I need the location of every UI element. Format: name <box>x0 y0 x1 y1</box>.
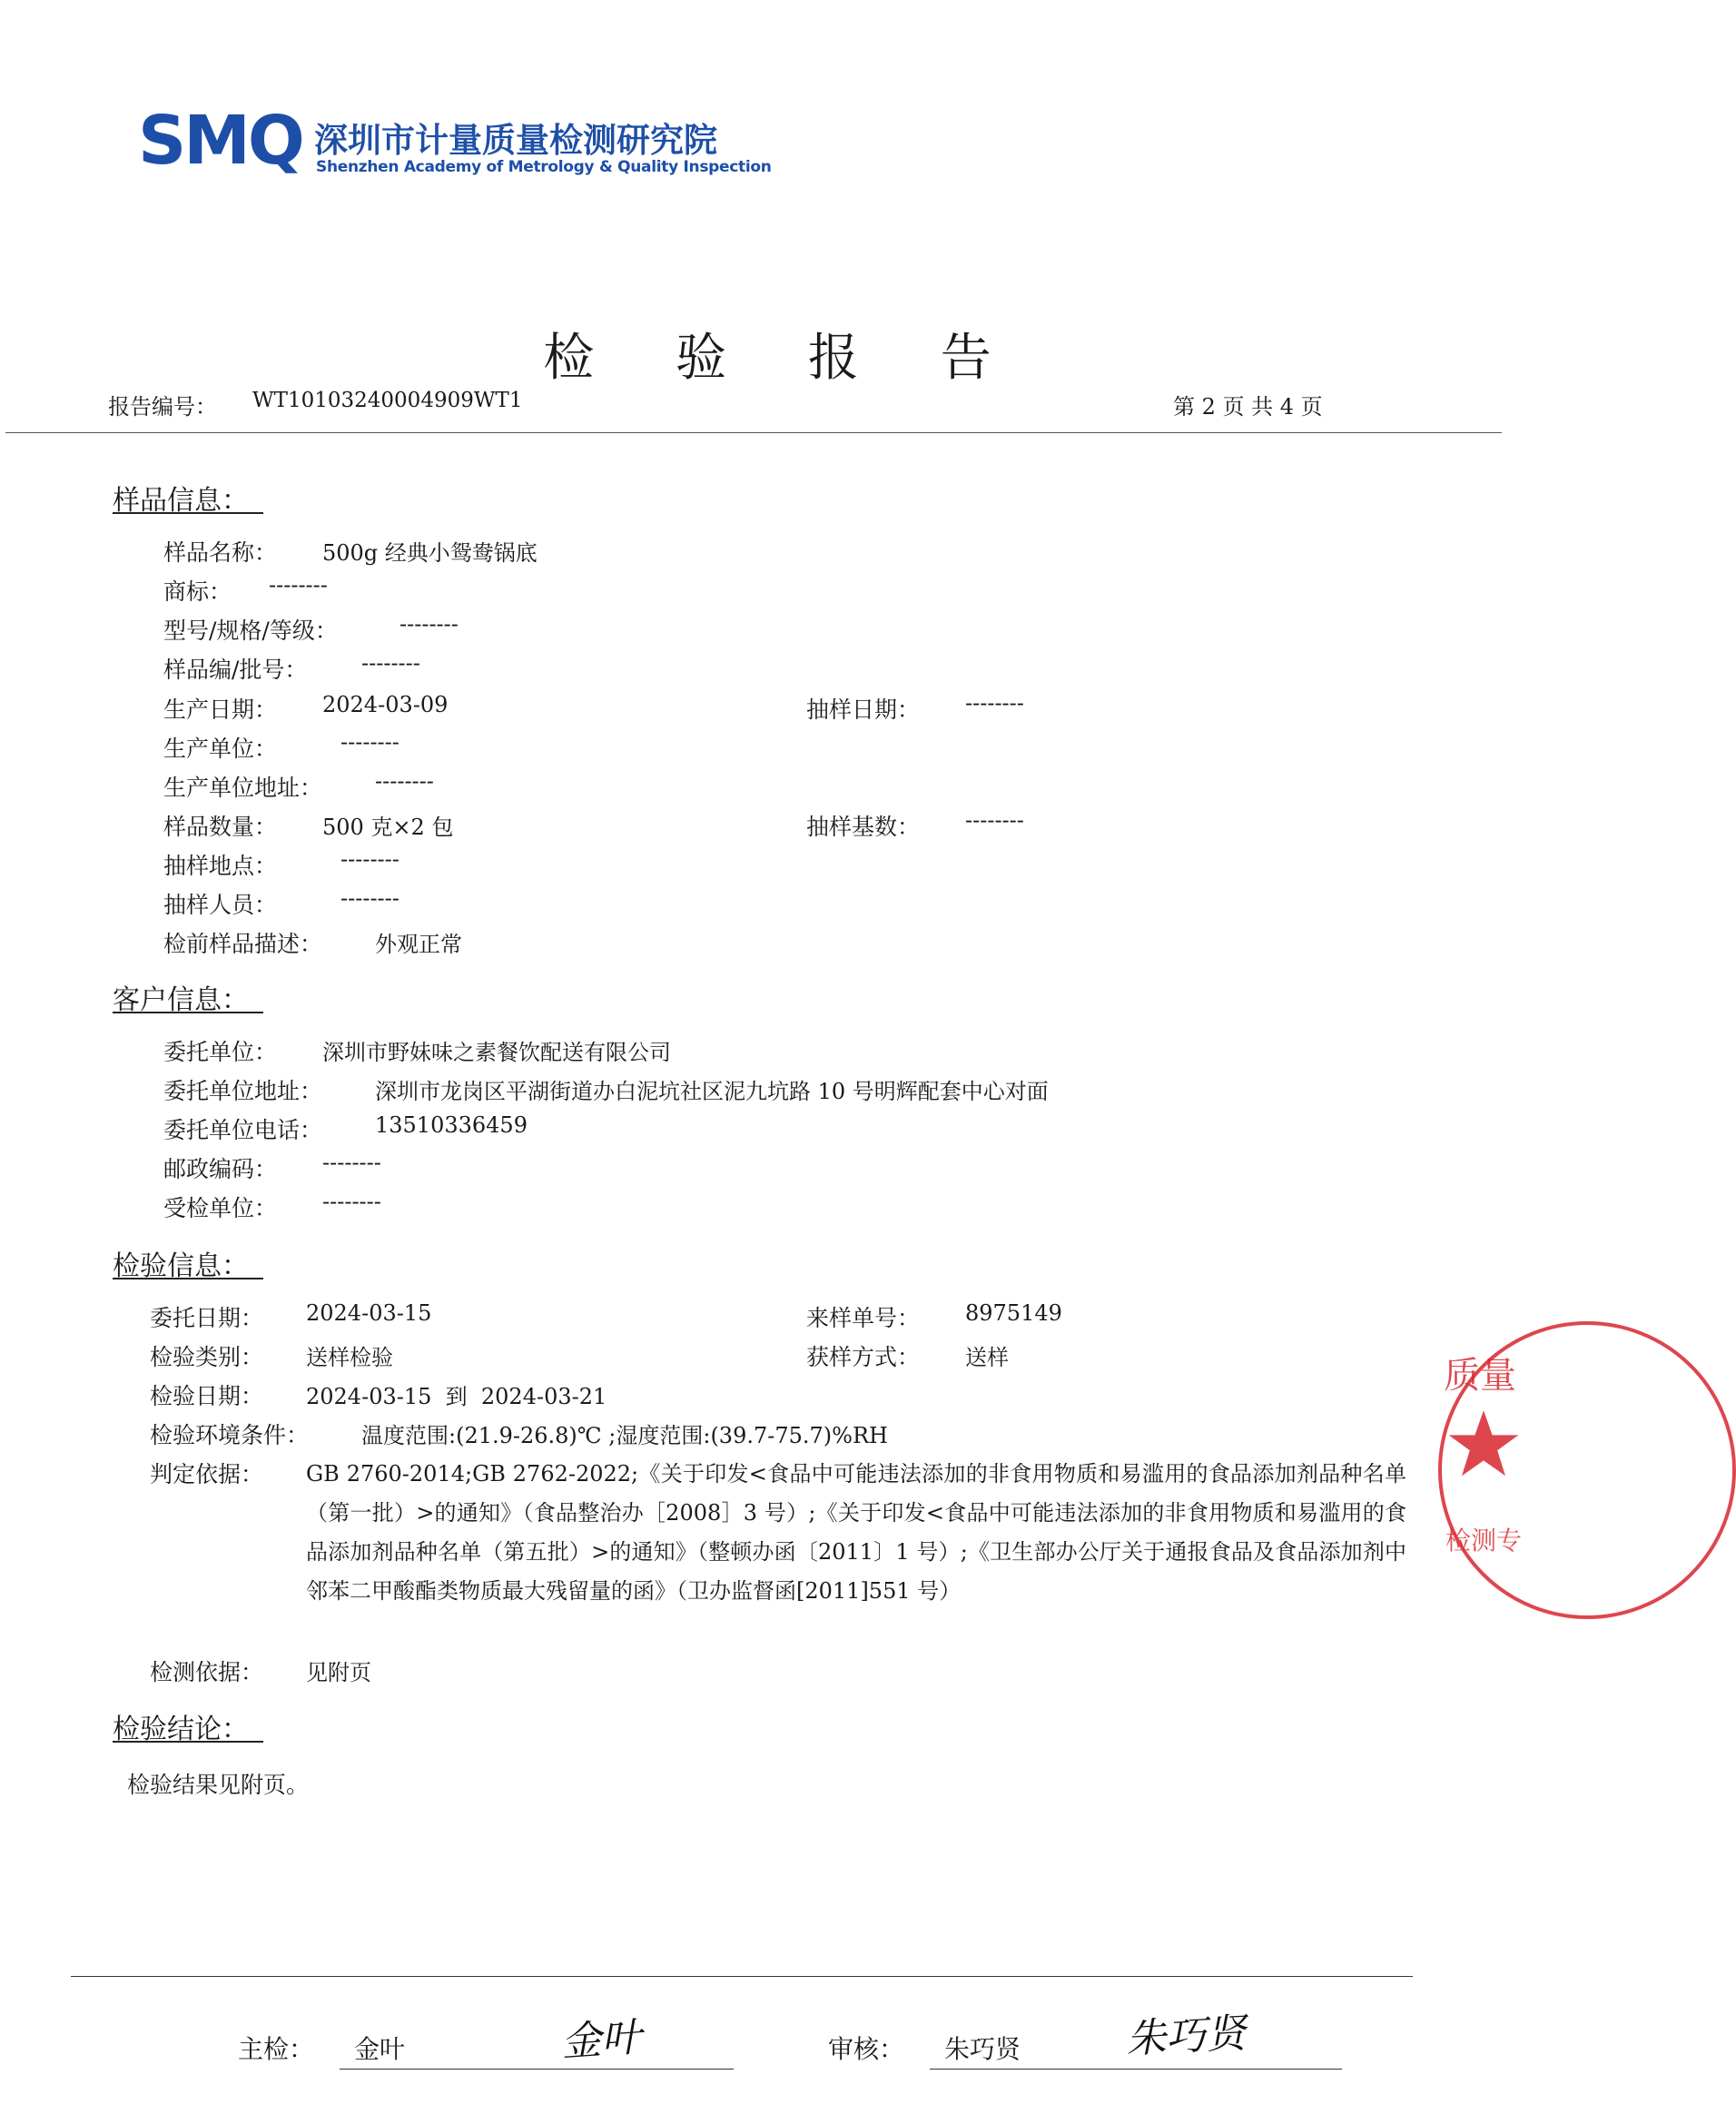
brand-label: 商标： <box>163 578 232 605</box>
reviewer-sign-line <box>930 2069 1342 2070</box>
qty: 500 克×2 包 <box>322 815 454 840</box>
client-phone: 13510336459 <box>375 1112 528 1138</box>
client-phone-label: 委托单位电话： <box>163 1117 323 1143</box>
inspection-type-label: 检验类别： <box>150 1344 264 1370</box>
inspector-label: 主检： <box>238 2034 315 2064</box>
client-unit: 深圳市野妹味之素餐饮配送有限公司 <box>322 1040 671 1065</box>
producer-addr: -------- <box>375 768 434 794</box>
person: -------- <box>340 885 399 911</box>
header-divider <box>5 432 1502 433</box>
model-label: 型号/规格/等级： <box>163 617 338 644</box>
inspector-signature: 金叶 <box>559 2013 643 2066</box>
logo <box>136 100 772 186</box>
producer-addr-label: 生产单位地址： <box>163 775 323 801</box>
batch: -------- <box>361 650 420 676</box>
test-basis: 见附页 <box>306 1660 371 1685</box>
producer-label: 生产单位： <box>163 736 278 762</box>
test-basis-label: 检测依据： <box>150 1659 264 1685</box>
inspector-sign-line <box>340 2069 734 2070</box>
page-info: 第 2 页 共 4 页 <box>1173 394 1323 420</box>
producer: -------- <box>340 729 399 755</box>
footer-divider <box>71 1976 1413 1977</box>
logo-name-en: Shenzhen Academy of Metrology & Quality Inspection <box>316 158 772 176</box>
section-sample-heading: 样品信息： <box>113 485 249 517</box>
postcode: -------- <box>322 1150 381 1175</box>
page-title: 检 验 报 告 <box>543 329 1024 388</box>
model: -------- <box>399 611 459 637</box>
place: -------- <box>340 846 399 872</box>
prod-date-label: 生产日期： <box>163 696 278 723</box>
qty-label: 样品数量： <box>163 814 278 840</box>
judgment-basis: GB 2760-2014;GB 2762-2022;《关于印发<食品中可能违法添加的非食用物质和易滥用的食品添加剂品种名单（第一批）>的通知》（食品整治办［2008］3 号）;《关于印发<食品中可能违法添加的非食用物质和易滥用的食品添加剂品种名单（第五批）>的通知》（整顿办函〔2011〕1 号）;《卫生部办公厅关于通报食品及食品添加剂中邻苯二甲酸酯类物质最大残留量的函》（卫办监督函[2011]551 号） <box>306 1461 1406 1604</box>
inspection-type: 送样检验 <box>306 1345 393 1370</box>
report-no-label: 报告编号： <box>108 394 217 420</box>
conclusion-text: 检验结果见附页。 <box>127 1772 310 1798</box>
section-client-heading: 客户信息： <box>113 984 249 1016</box>
section-underline <box>113 1012 263 1013</box>
postcode-label: 邮政编码： <box>163 1156 278 1182</box>
brand: -------- <box>269 572 328 598</box>
inspected-unit-label: 受检单位： <box>163 1195 278 1221</box>
official-stamp <box>1435 1321 1523 1621</box>
prod-date: 2024-03-09 <box>322 692 449 717</box>
environment-label: 检验环境条件： <box>150 1422 310 1448</box>
desc: 外观正常 <box>375 932 462 957</box>
section-inspection-heading: 检验信息： <box>113 1250 249 1282</box>
section-underline <box>113 512 263 514</box>
stamp-text-bottom: 检测专 <box>1445 1526 1523 1556</box>
report-no: WT10103240004909WT1 <box>252 389 523 412</box>
commission-date: 2024-03-15 <box>306 1300 432 1326</box>
stamp-text-top: 质量 <box>1444 1355 1516 1397</box>
desc-label: 检前样品描述： <box>163 931 323 957</box>
inspected-unit: -------- <box>322 1189 381 1214</box>
reviewer-signature: 朱巧贤 <box>1124 2010 1248 2063</box>
sample-no: 8975149 <box>965 1300 1062 1326</box>
sampling-date-label: 抽样日期： <box>806 696 921 723</box>
inspector-name: 金叶 <box>354 2034 406 2064</box>
sample-name-label: 样品名称： <box>163 539 278 566</box>
method-label: 获样方式： <box>806 1344 921 1370</box>
commission-date-label: 委托日期： <box>150 1305 264 1331</box>
stamp-star-icon <box>1447 1408 1520 1480</box>
basis-label: 判定依据： <box>150 1461 264 1487</box>
logo-name-cn: 深圳市计量质量检测研究院 <box>314 121 717 160</box>
batch-label: 样品编/批号： <box>163 657 308 683</box>
sample-name: 500g 经典小鸳鸯锅底 <box>322 540 538 566</box>
environment: 温度范围:(21.9-26.8)℃ ;湿度范围:(39.7-75.7)%RH <box>361 1423 888 1448</box>
section-conclusion-heading: 检验结论： <box>113 1714 249 1745</box>
client-unit-label: 委托单位： <box>163 1039 278 1065</box>
reviewer-name: 朱巧贤 <box>944 2034 1021 2064</box>
sample-no-label: 来样单号： <box>806 1305 921 1331</box>
place-label: 抽样地点： <box>163 853 278 879</box>
method: 送样 <box>965 1345 1009 1370</box>
section-underline <box>113 1278 263 1279</box>
inspection-date-label: 检验日期： <box>150 1383 264 1409</box>
client-addr: 深圳市龙岗区平湖街道办白泥坑社区泥九坑路 10 号明辉配套中心对面 <box>375 1079 1049 1104</box>
section-underline <box>113 1741 263 1743</box>
base: -------- <box>965 807 1024 833</box>
logo-abbr: SMQ <box>138 102 302 180</box>
reviewer-label: 审核： <box>828 2034 905 2064</box>
sampling-date: -------- <box>965 690 1024 716</box>
inspection-date: 2024-03-15 到 2024-03-21 <box>306 1384 607 1409</box>
client-addr-label: 委托单位地址： <box>163 1078 323 1104</box>
person-label: 抽样人员： <box>163 892 278 918</box>
base-label: 抽样基数： <box>806 814 921 840</box>
